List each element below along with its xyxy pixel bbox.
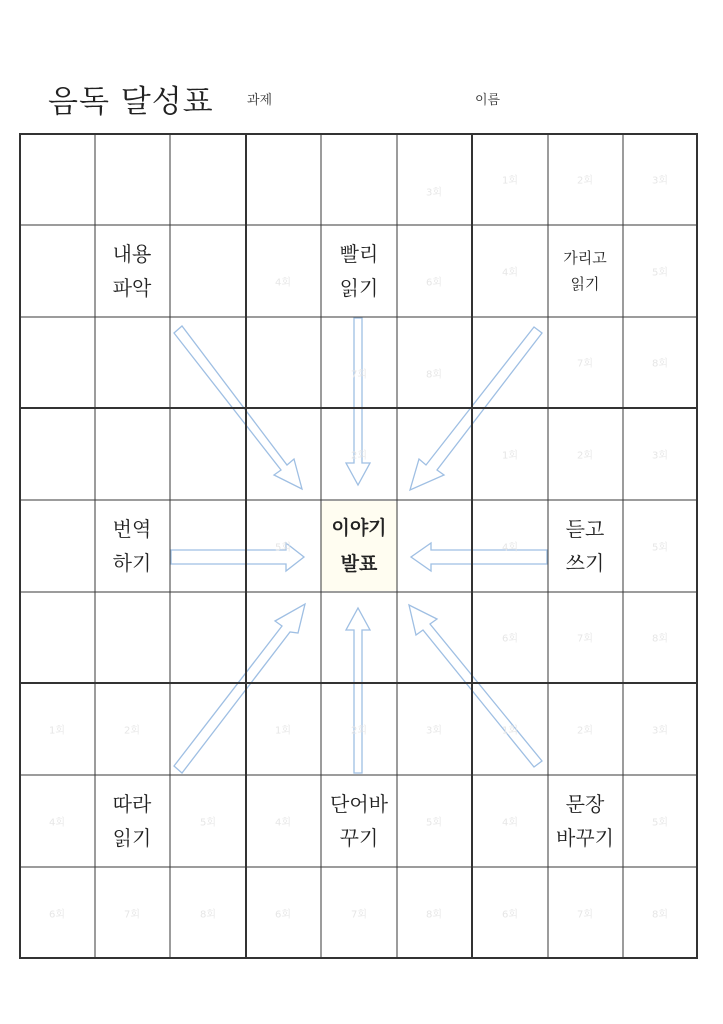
faint-count: 4회 (501, 542, 519, 554)
faint-count: 4회 (501, 817, 519, 829)
activity-shadow-reading: 따라 읽기 (112, 792, 152, 850)
activity-cover-reading: 가리고 읽기 (563, 249, 607, 293)
faint-count: 8회 (425, 909, 443, 921)
faint-count: 6회 (501, 633, 519, 645)
task-label: 과제 (247, 93, 273, 108)
faint-count: 4회 (48, 817, 66, 829)
faint-count: 5회 (199, 817, 217, 829)
faint-count: 1회 (501, 725, 519, 737)
faint-count: 3회 (651, 450, 669, 462)
faint-count: 7회 (576, 633, 594, 645)
name-label: 이름 (475, 93, 501, 108)
arrow-bottom-right (409, 605, 542, 767)
faint-count: 6회 (274, 909, 292, 921)
faint-count: 2회 (576, 450, 594, 462)
page-title: 음독 달성표 (48, 84, 214, 120)
faint-count: 4회 (501, 267, 519, 279)
activity-translation: 번역 하기 (112, 517, 152, 575)
faint-count: 2회 (350, 725, 368, 737)
faint-count: 4회 (274, 817, 292, 829)
faint-count: 5회 (651, 817, 669, 829)
faint-count: 8회 (199, 909, 217, 921)
faint-count: 1회 (48, 725, 66, 737)
faint-count: 8회 (651, 909, 669, 921)
arrow-middle-right (411, 543, 547, 571)
faint-count: 5회 (651, 267, 669, 279)
faint-count: 2회 (576, 725, 594, 737)
faint-count: 7회 (576, 909, 594, 921)
faint-count: 1회 (501, 175, 519, 187)
achievement-grid (19, 133, 698, 959)
faint-count: 2회 (123, 725, 141, 737)
activity-speed-reading: 빨리 읽기 (339, 242, 379, 300)
faint-count: 1회 (274, 725, 292, 737)
faint-count: 6회 (425, 277, 443, 289)
faint-count: 5회 (274, 542, 292, 554)
faint-count: 7회 (576, 358, 594, 370)
activity-content-understanding: 내용 파악 (112, 242, 152, 300)
faint-count: 6회 (501, 909, 519, 921)
faint-count: 7회 (350, 369, 368, 381)
faint-count: 4회 (274, 277, 292, 289)
faint-count: 8회 (651, 633, 669, 645)
faint-count: 8회 (425, 369, 443, 381)
faint-count: 5회 (425, 817, 443, 829)
activity-story-presentation: 이야기 발표 (331, 517, 387, 575)
faint-count: 3회 (651, 725, 669, 737)
faint-count: 5회 (651, 542, 669, 554)
faint-count: 1회 (501, 450, 519, 462)
faint-count: 3회 (651, 175, 669, 187)
faint-count: 2회 (350, 450, 368, 462)
faint-count: 7회 (123, 909, 141, 921)
faint-count: 2회 (576, 175, 594, 187)
faint-count: 7회 (350, 909, 368, 921)
activity-word-substitution: 단어바 꾸기 (330, 792, 388, 850)
arrow-bottom-left (174, 604, 305, 773)
arrow-bottom-center (346, 608, 370, 773)
faint-count: 3회 (425, 187, 443, 199)
faint-count: 8회 (651, 358, 669, 370)
faint-count: 3회 (425, 725, 443, 737)
activity-sentence-rewriting: 문장 바꾸기 (556, 792, 614, 850)
activity-dictation: 듣고 쓰기 (565, 517, 605, 575)
faint-count: 6회 (48, 909, 66, 921)
